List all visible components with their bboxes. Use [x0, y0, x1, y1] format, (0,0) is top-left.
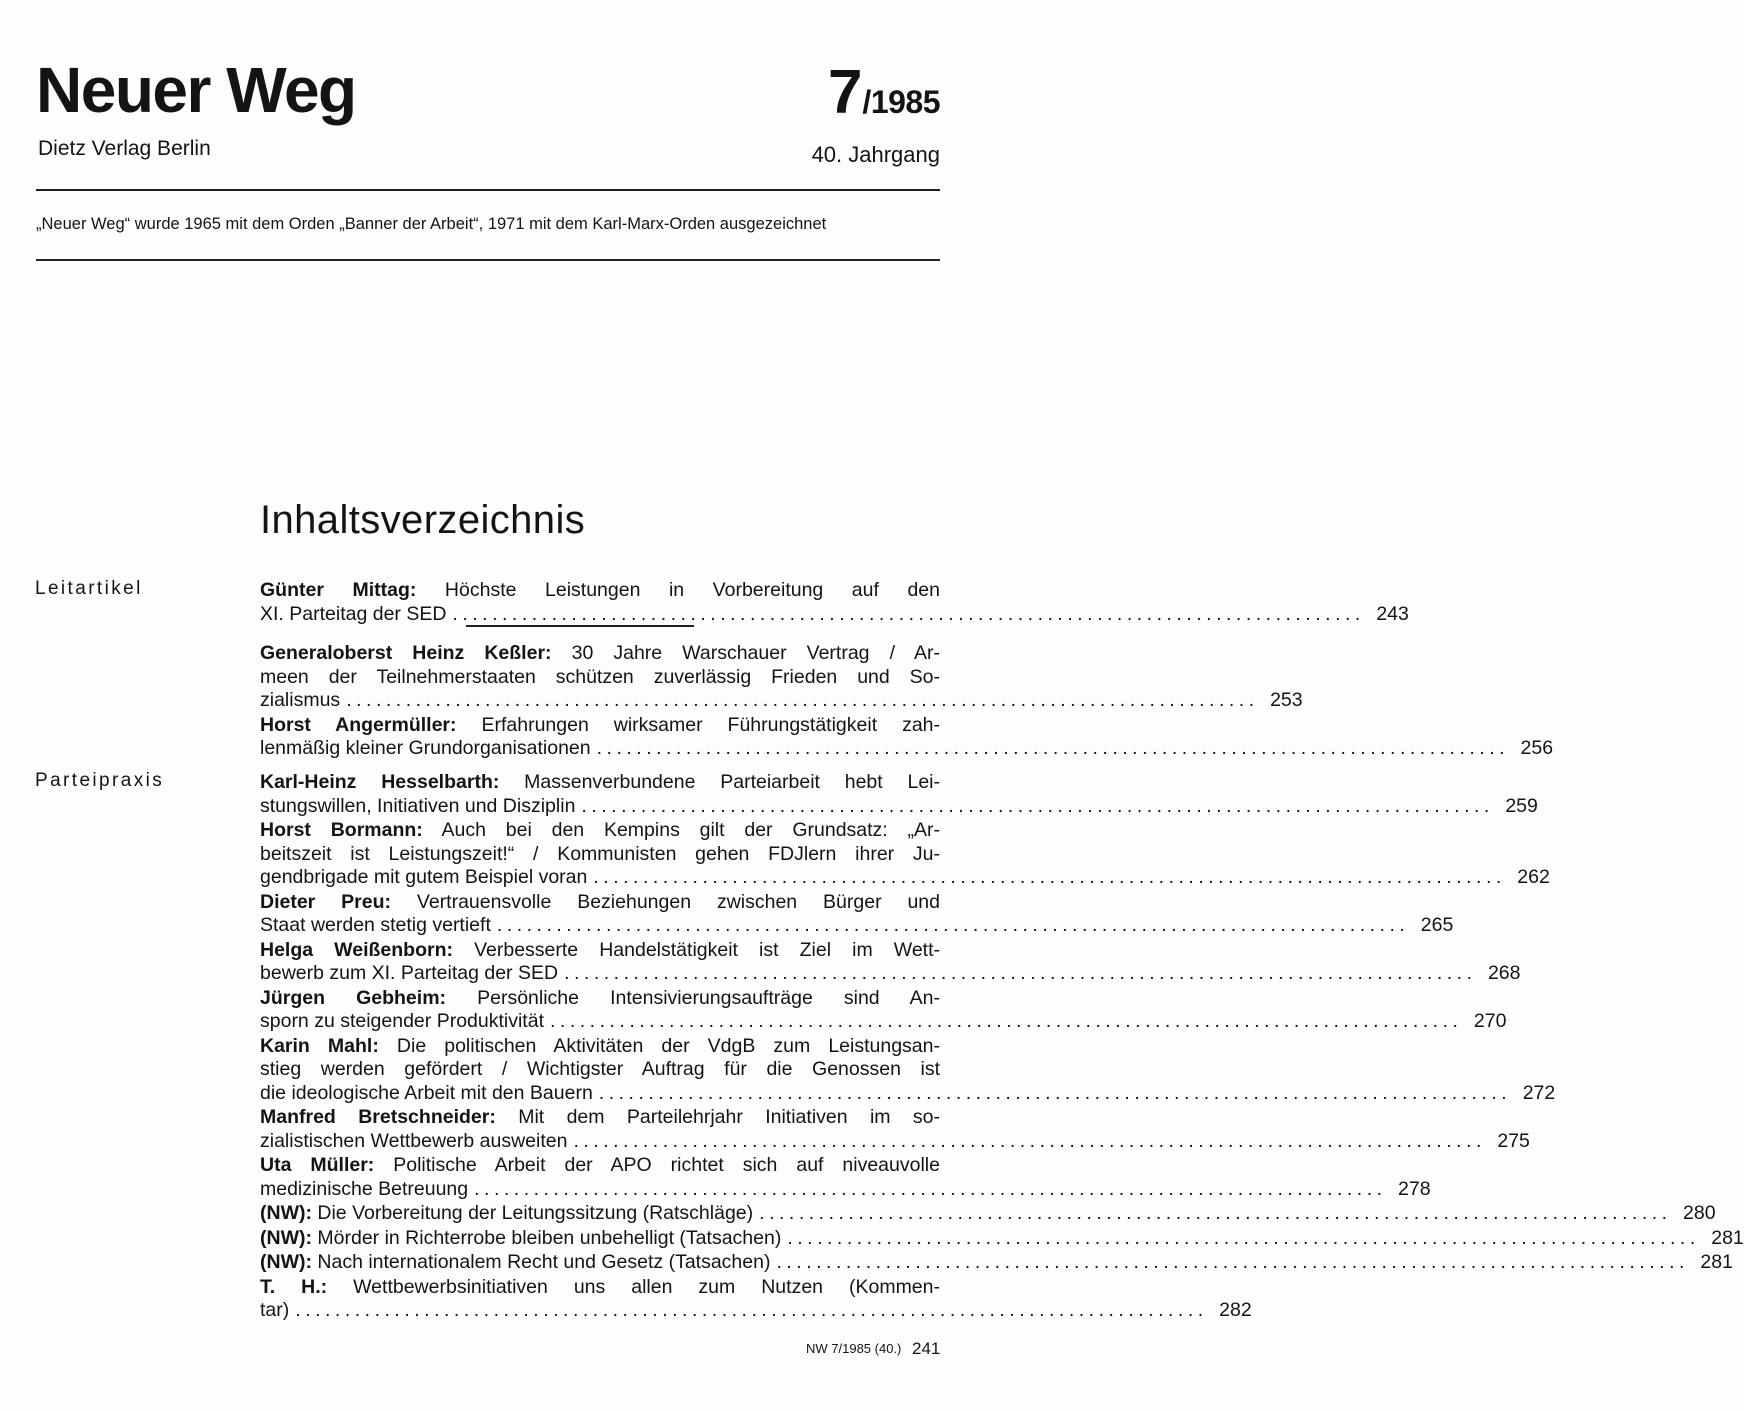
entry-text: meen der Teilnehmerstaaten schützen zuverlässig Frieden und So-: [260, 665, 940, 688]
entry-text: Nach internationalem Recht und Gesetz (Tatsachen): [317, 1251, 771, 1273]
header-rule-top: [36, 189, 940, 191]
entry-author: (NW):: [260, 1226, 312, 1249]
entry-author: (NW):: [260, 1202, 312, 1224]
entry-text: beitszeit ist Leistungszeit!“ / Kommunisten gehen FDJlern ihrer Ju-: [260, 842, 940, 865]
entry-text: Massenverbundene Parteiarbeit hebt Lei-: [524, 771, 940, 793]
entry-page: 243: [1376, 602, 1409, 625]
entry-text: stungswillen, Initiativen und Disziplin: [260, 794, 576, 817]
issue-number-main: 7: [827, 58, 863, 127]
entry-page: 268: [1487, 962, 1521, 984]
toc-entry: [260, 642, 1303, 713]
leader-dots: ............................................................................................: [596, 737, 1510, 759]
toc-entry: [260, 1106, 1530, 1153]
entry-author: Horst Angermüller:: [260, 713, 457, 736]
issue-year: /1985: [862, 84, 940, 120]
entry-author: (NW):: [260, 1251, 312, 1273]
entry-text: Auch bei den Kempins gilt der Grundsatz: „Ar-: [441, 819, 941, 841]
leader-dots: ............................................................................................: [787, 1226, 1700, 1249]
leader-dots: ............................................................................................: [295, 1299, 1208, 1321]
toc-entry: [260, 938, 1521, 986]
entry-text: die ideologische Arbeit mit den Bauern: [260, 1081, 593, 1104]
entry-text: Erfahrungen wirksamer Führungstätigkeit zah-: [481, 713, 941, 736]
entry-text: 30 Jahre Warschauer Vertrag / Ar-: [571, 642, 940, 664]
toc-entry: [260, 1154, 1431, 1201]
toc-entry: [260, 819, 1550, 890]
entry-text: tar): [260, 1299, 290, 1321]
section-label-parteipraxis: Parteipraxis: [35, 770, 165, 791]
entry-author: T. H.:: [260, 1275, 328, 1298]
leader-dots: ............................................................................................: [474, 1177, 1387, 1200]
entry-text: Persönliche Intensivierungsaufträge sind An-: [477, 986, 940, 1009]
leader-dots: ............................................................................................: [550, 1010, 1463, 1032]
toc-entry: [260, 890, 1454, 938]
entry-page: 282: [1219, 1299, 1252, 1321]
leader-dots: ............................................................................................: [581, 794, 1494, 817]
entry-author: Karl-Heinz Hesselbarth:: [260, 771, 500, 793]
entry-author: Horst Bormann:: [260, 819, 423, 841]
entry-text: Höchste Leistungen in Vorbereitung auf den: [444, 579, 940, 601]
entry-text: sporn zu steigender Produktivität: [260, 1010, 544, 1032]
footer-citation: NW 7/1985 (40.): [806, 1341, 902, 1356]
entry-text: stieg werden gefördert / Wichtigster Auftrag für die Genossen ist: [260, 1058, 940, 1080]
entry-text: Mörder in Richterrobe bleiben unbehelligt (Tatsachen): [317, 1226, 782, 1249]
toc-heading: Inhaltsverzeichnis: [260, 498, 586, 542]
toc-entry: [260, 1275, 1252, 1323]
entry-page: 280: [1683, 1202, 1716, 1224]
entry-page: 278: [1398, 1177, 1431, 1200]
volume: 40. Jahrgang: [811, 142, 940, 167]
entry-page: 253: [1270, 689, 1303, 711]
entry-author: Karin Mahl:: [260, 1034, 379, 1057]
page-number: 241: [912, 1339, 941, 1358]
entry-text: lenmäßig kleiner Grundorganisationen: [260, 737, 591, 759]
section-separator: [466, 625, 694, 627]
award-line: „Neuer Weg“ wurde 1965 mit dem Orden „Banner der Arbeit“, 1971 mit dem Karl-Marx-Orden ausgezeichnet: [36, 215, 827, 233]
entry-author: Dieter Preu:: [260, 890, 392, 913]
entry-page: 281: [1700, 1251, 1733, 1273]
toc-entry: [260, 713, 1554, 761]
leader-dots: ............................................................................................: [452, 602, 1365, 625]
leader-dots: ............................................................................................: [759, 1202, 1672, 1224]
entry-page: 272: [1522, 1081, 1556, 1104]
toc-entry: [260, 1226, 1744, 1251]
entry-text: gendbrigade mit gutem Beispiel voran: [260, 866, 588, 888]
entry-author: Uta Müller:: [260, 1154, 375, 1176]
leader-dots: ............................................................................................: [496, 914, 1410, 936]
entry-author: Generaloberst Heinz Keßler:: [260, 642, 552, 664]
entry-text: bewerb zum XI. Parteitag der SED: [260, 962, 559, 984]
entry-text: zialismus: [260, 689, 341, 711]
toc-entry: [260, 579, 1409, 626]
entry-page: 281: [1711, 1226, 1744, 1249]
magazine-title: Neuer Weg: [36, 54, 356, 126]
entry-text: medizinische Betreuung: [260, 1177, 469, 1200]
toc-leitartikel: [260, 579, 1409, 627]
leader-dots: ............................................................................................: [598, 1081, 1512, 1104]
entry-text: zialistischen Wettbewerb ausweiten: [260, 1129, 568, 1152]
entry-page: 259: [1505, 794, 1538, 817]
publisher: Dietz Verlag Berlin: [38, 137, 211, 160]
entry-page: 262: [1517, 866, 1550, 888]
section-label-leitartikel: Leitartikel: [35, 578, 143, 599]
issue-number: [827, 58, 940, 127]
toc-entries: [260, 642, 1554, 762]
entry-text: Politische Arbeit der APO richtet sich auf niveauvolle: [393, 1154, 940, 1176]
toc-parteipraxis: [260, 771, 1744, 1324]
entry-page: 270: [1473, 1010, 1507, 1032]
leader-dots: ............................................................................................: [573, 1129, 1486, 1152]
entry-text: Mit dem Parteilehrjahr Initiativen im so-: [518, 1106, 940, 1128]
toc-entry: [260, 771, 1538, 818]
toc-entry: [260, 1202, 1716, 1226]
entry-text: Staat werden stetig vertieft: [260, 914, 491, 936]
entry-page: 275: [1497, 1129, 1530, 1152]
entry-page: 256: [1520, 737, 1554, 759]
entry-text: Die politischen Aktivitäten der VdgB zum Leistungsan-: [396, 1034, 940, 1057]
entry-text: XI. Parteitag der SED: [260, 602, 447, 625]
toc-entry: [260, 1034, 1556, 1106]
leader-dots: ............................................................................................: [346, 689, 1259, 711]
leader-dots: ............................................................................................: [564, 962, 1477, 984]
toc-entry: [260, 1251, 1733, 1275]
leader-dots: ............................................................................................: [776, 1251, 1689, 1273]
entry-author: Helga Weißenborn:: [260, 938, 453, 961]
entry-author: Manfred Bretschneider:: [260, 1106, 496, 1128]
entry-author: Günter Mittag:: [260, 579, 417, 601]
header-rule-bottom: [36, 259, 940, 261]
toc-entry: [260, 986, 1507, 1034]
leader-dots: ............................................................................................: [593, 866, 1506, 888]
entry-text: Wettbewerbsinitiativen uns allen zum Nutzen (Kommen-: [353, 1275, 940, 1298]
entry-text: Verbesserte Handelstätigkeit ist Ziel im Wett-: [474, 938, 941, 961]
entry-author: Jürgen Gebheim:: [260, 986, 447, 1009]
entry-page: 265: [1420, 914, 1454, 936]
entry-text: Die Vorbereitung der Leitungssitzung (Ratschläge): [317, 1202, 754, 1224]
entry-text: Vertrauensvolle Beziehungen zwischen Bürger und: [416, 890, 940, 913]
